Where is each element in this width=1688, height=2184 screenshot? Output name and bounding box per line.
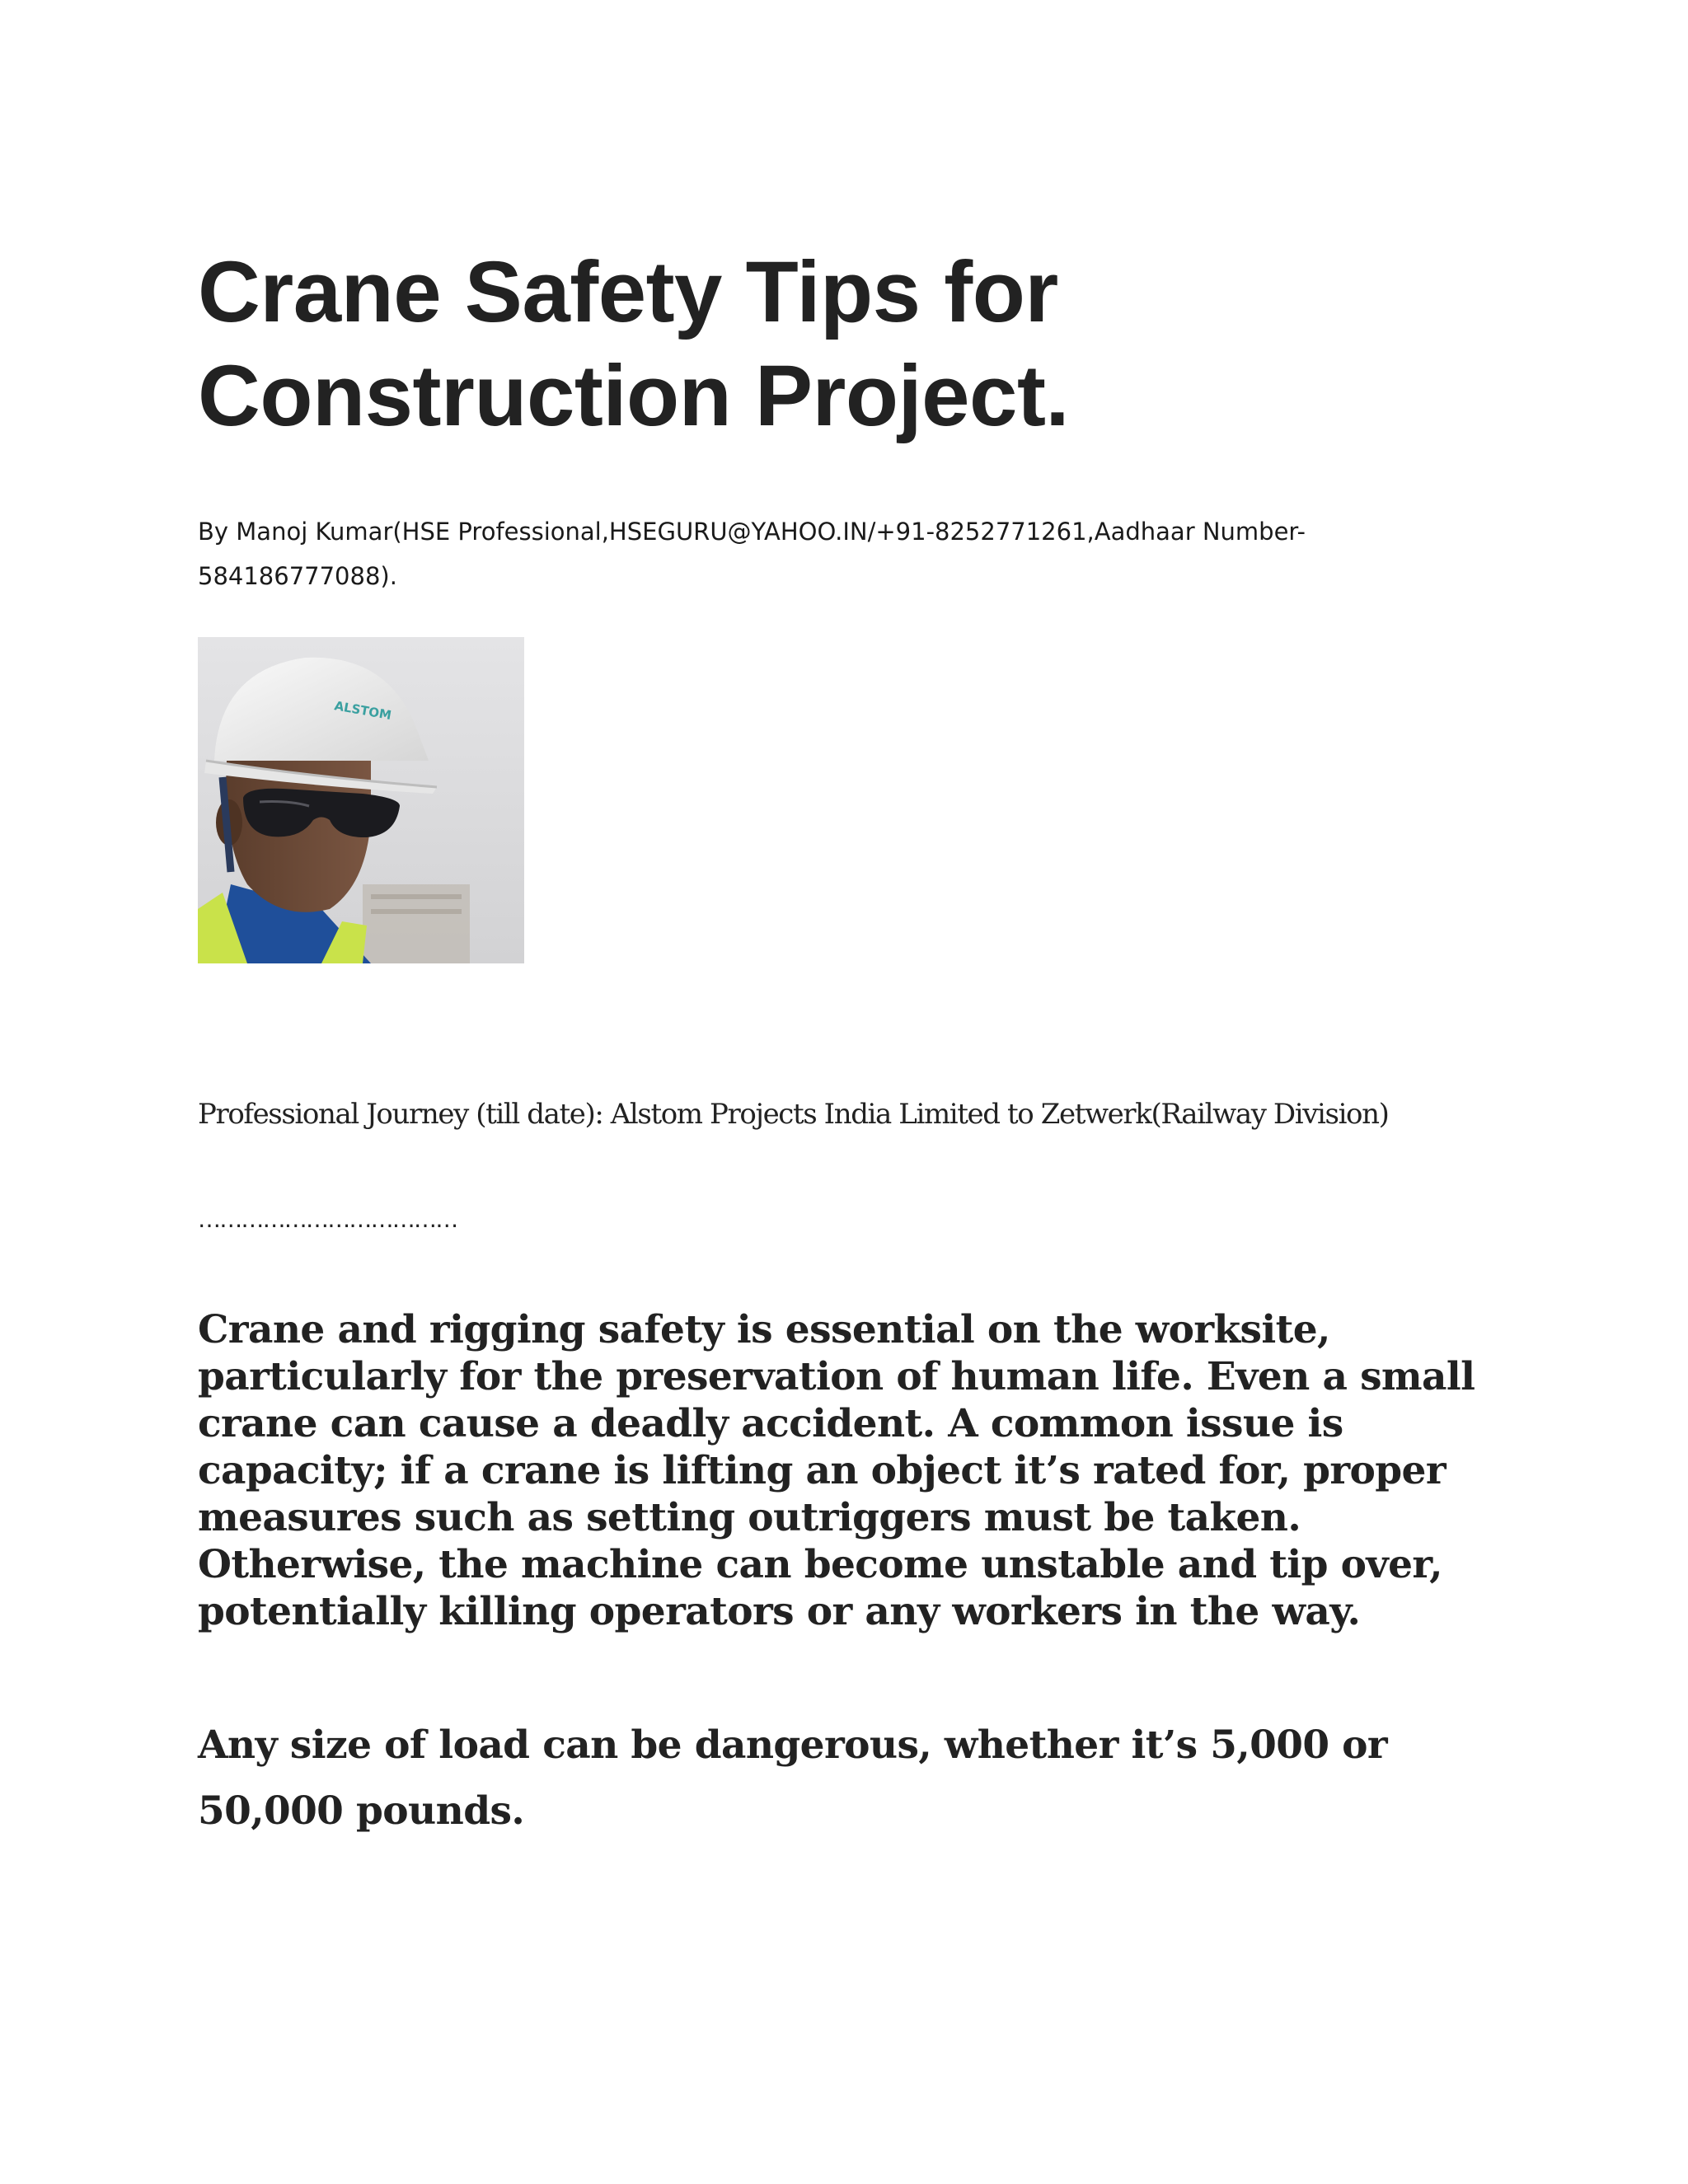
- author-byline: [198, 509, 1451, 598]
- article-title-line-1: Crane Safety Tips for: [198, 244, 1058, 340]
- author-photo: [198, 637, 524, 963]
- author-byline-line-1: By Manoj Kumar(HSE Professional,HSEGURU@YAHOO.IN/+91-8252771261,Aadhaar Number-: [198, 518, 1306, 546]
- author-byline-line-2: 584186777088).: [198, 562, 397, 590]
- article-title-line-2: Construction Project.: [198, 348, 1070, 444]
- paragraph-crane-safety: Crane and rigging safety is essential on the worksite, particularly for the preservation of human life. Even a small crane can cause a deadly accident. A common issue is capacity; if a crane is lifting an object it’s rated for, proper measures such as setting outriggers must be taken. Otherwise, the machine can become unstable and tip over, potentially killing operators or any workers in the way.: [198, 1307, 1475, 1634]
- paragraph-load-size-line-2: 50,000 pounds.: [198, 1788, 525, 1834]
- paragraph-load-size-line-1: Any size of load can be dangerous, whether it’s 5,000 or: [198, 1722, 1388, 1768]
- article-title: [198, 241, 1434, 448]
- dotted-separator: ………………………………: [198, 1206, 457, 1233]
- professional-journey: Professional Journey (till date): Alstom Projects India Limited to Zetwerk(Railway Division): [198, 1098, 1389, 1131]
- paragraph-load-size: [198, 1713, 1484, 1844]
- helmet-logo: ALSTOM: [333, 698, 393, 724]
